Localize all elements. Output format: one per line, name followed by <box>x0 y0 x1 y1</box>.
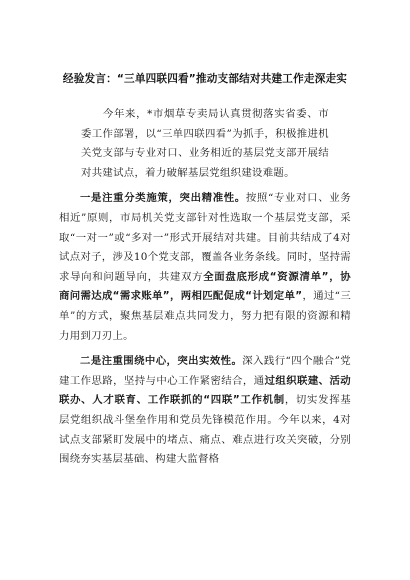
section-1-text-1: 按照“专业对口、业务相近”原则，市局机关党支部针对性选取一个基层党支部，采取“一对一”或“多对一”形式开展结对共建。目前共结成了4对试点对子，涉及10个党支部，覆盖各业务条线。同时，坚持需求导向和问题导向，共建双方 <box>59 192 352 283</box>
section-2-text-2: ，切实发挥基层党组织战斗堡垒作用和党员先锋模范作用。今年以来，4对试点支部紧盯发展中的堵点、痛点、难点进行攻关突破，分别围绕夯实基层基础、构建大监督格 <box>59 394 351 466</box>
section-1-paragraph <box>59 189 351 346</box>
document-title: 经验发言：“三单四联四看”推动支部结对共建工作走深走实 <box>62 73 348 85</box>
section-1-bold-phrase: 全面盘底形成“资源清单”，协商问需达成“需求账单”，两相匹配促成“计划定单” <box>59 270 351 303</box>
section-2-heading: 二是注重围绕中心，突出实效性。 <box>80 355 243 368</box>
section-2-bold-phrase: 过组织联建、活动联办、人才联育、工作联抓的“四联”工作机制 <box>59 374 352 407</box>
section-2-paragraph <box>59 352 351 470</box>
section-1-text-2: ，通过“三单”的方式，聚焦基层难点共同发力，努力把有限的资源和精力用到刀刃上。 <box>59 290 352 342</box>
section-1-heading: 一是注重分类施策，突出精准性。 <box>80 192 246 205</box>
intro-paragraph: 今年来，*市烟草专卖局认真贯彻落实省委、市委工作部署，以“三单四联四看”为抓手，积极推进机关党支部与专业对口、业务相近的基层党支部开展结对共建试点，着力破解基层党组织建设难题。 <box>81 108 329 179</box>
section-2-text-1: 深入践行“四个融合”党建工作思路，坚持与中心工作紧密结合，通 <box>59 355 351 387</box>
